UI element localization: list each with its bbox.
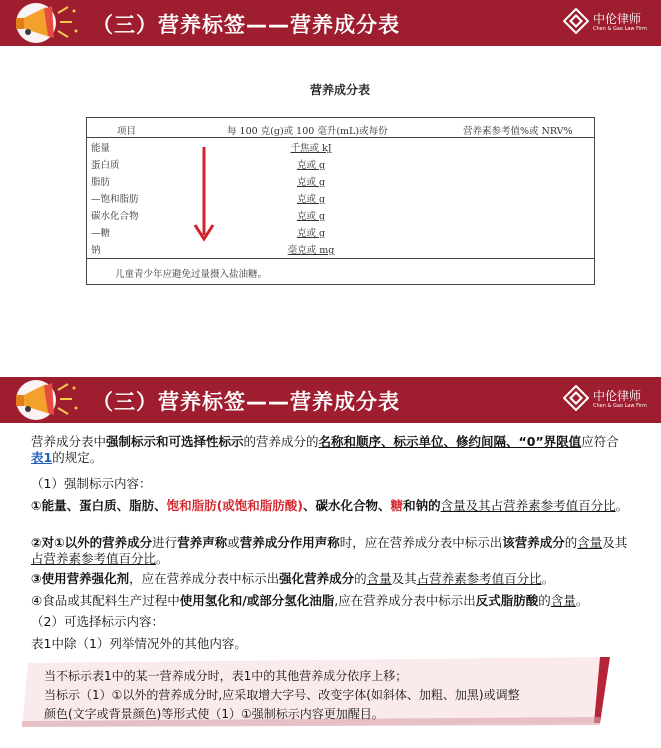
text-bold: ①能量、蛋白质、脂肪、 <box>31 498 167 513</box>
text-underline: 占营养素参考值百分比 <box>31 551 157 566</box>
text-bold: ③使用营养强化剂 <box>31 571 130 586</box>
item-1 <box>31 498 631 514</box>
header-banner <box>0 0 661 46</box>
brand-logo <box>563 385 651 415</box>
nutrition-table <box>86 117 595 285</box>
callout-line-2: 当标示（1）①以外的营养成分时,应采取增大字号、改变字体(如斜体、加粗、加黑)或调整 <box>44 688 520 702</box>
text-underline: 含量 <box>577 535 603 550</box>
text-span: 。 <box>575 593 589 608</box>
row-unit: 克或 g <box>296 160 326 171</box>
row-name: 碳水化合物 <box>91 211 139 222</box>
item-3 <box>31 571 631 587</box>
item-2 <box>31 535 631 567</box>
megaphone-icon <box>6 1 86 45</box>
banner-title: （三）营养标签——营养成分表 <box>92 13 400 37</box>
text-bold: 、碳水化合物、 <box>303 498 391 513</box>
table-row <box>91 174 591 190</box>
row-name: —饱和脂肪 <box>91 194 139 205</box>
row-unit: 千焦或 kJ <box>290 143 332 154</box>
row-name: 脂肪 <box>91 177 111 188</box>
text-bold: 和钠的 <box>403 498 441 513</box>
text-bold: 营养声称 <box>177 535 228 550</box>
text-span: ④食品或其配料生产过程中 <box>31 593 180 608</box>
item-4 <box>31 593 631 609</box>
table1-link[interactable]: 表1 <box>31 450 53 465</box>
text-underline: 含量 <box>550 593 576 608</box>
text-bold: 反式脂肪酸 <box>475 593 539 608</box>
text-bold: ②对①以外的营养成分 <box>31 535 153 550</box>
table-row <box>91 208 591 224</box>
table-row <box>91 242 591 258</box>
text-span: 的 <box>538 593 551 608</box>
diamond-logo-icon <box>563 8 589 34</box>
row-unit: 克或 g <box>296 211 326 222</box>
row-name: 钠 <box>91 245 101 256</box>
text-span: 的营养成分的 <box>243 434 319 449</box>
diamond-logo-icon <box>563 385 589 411</box>
heading-optional: （2）可选择标示内容： <box>31 614 164 629</box>
table-row <box>91 225 591 241</box>
down-arrow-icon <box>192 145 216 243</box>
callout-line-3: 颜色(文字或背景颜色)等形式使（1）①强制标示内容更加醒目。 <box>44 707 384 721</box>
text-span: 时，应在营养成分表中标示出 <box>339 535 503 550</box>
section-banner <box>0 377 661 423</box>
table-header <box>87 120 594 138</box>
text-span: 及其 <box>391 571 417 586</box>
row-name: 能量 <box>91 143 111 154</box>
note-callout <box>22 657 610 727</box>
text-span: ，应在营养成分表中标示出 <box>129 571 280 586</box>
text-bold: 营养成分作用声称 <box>239 535 340 550</box>
text-red: 饱和脂肪(或饱和脂肪酸) <box>166 498 304 513</box>
row-name: —糖 <box>91 228 111 239</box>
brand-name-en: Chen & Gao Law Firm <box>593 26 647 32</box>
text-bold-underline: 名称和顺序、标示单位、修约间隔、“0”界限值 <box>318 434 582 449</box>
header-item: 项目 <box>117 126 137 137</box>
text-span: 或 <box>227 535 240 550</box>
nutrition-table-title: 营养成分表 <box>309 83 370 97</box>
text-span: 的 <box>354 571 367 586</box>
banner-title: （三）营养标签——营养成分表 <box>92 390 400 414</box>
text-span: 应符合 <box>581 434 619 449</box>
text-span: ,应在营养成分表中标示出 <box>334 593 476 608</box>
text-span: 。 <box>156 551 169 566</box>
row-unit: 克或 g <box>296 177 326 188</box>
text-span: 。 <box>541 571 555 586</box>
header-nrv: 营养素参考值%或 NRV% <box>463 126 573 137</box>
brand-name-zh: 中伦律师 <box>593 12 642 26</box>
paragraph-intro <box>31 434 631 466</box>
text-span: 及其 <box>602 535 628 550</box>
text-bold: 使用氢化和/或部分氢化油脂 <box>179 593 335 608</box>
table-row <box>91 157 591 173</box>
text-span: 营养成分表中 <box>31 434 107 449</box>
header-per100: 每 100 克(g)或 100 毫升(mL)或每份 <box>227 126 388 137</box>
text-span: 的规定。 <box>52 450 103 465</box>
text-red: 糖 <box>390 498 404 513</box>
text-underline: 占营养素参考值百分比 <box>416 571 542 586</box>
text-bold: 强制标示和可选择性标示 <box>106 434 244 449</box>
megaphone-icon <box>6 378 86 422</box>
brand-name-zh: 中伦律师 <box>593 389 642 403</box>
text-bold: 该营养成分 <box>502 535 565 550</box>
table-footer-note: 儿童青少年应避免过量摄入盐油糖。 <box>87 258 594 280</box>
table-row <box>91 191 591 207</box>
brand-logo <box>563 8 651 38</box>
text-underline: 含量及其占营养素参考值百分比 <box>440 498 616 513</box>
text-span: 的 <box>564 535 578 550</box>
row-unit: 毫克或 mg <box>287 245 335 256</box>
row-name: 蛋白质 <box>91 160 120 171</box>
callout-line-1: 当不标示表1中的某一营养成分时，表1中的其他营养成分依序上移； <box>44 669 408 683</box>
heading-mandatory: （1）强制标示内容： <box>31 476 152 491</box>
text-span: 进行 <box>152 535 178 550</box>
row-unit: 克或 g <box>296 194 326 205</box>
table-row <box>91 140 591 156</box>
brand-name-en: Chen & Gao Law Firm <box>593 403 647 409</box>
row-unit: 克或 g <box>296 228 326 239</box>
text-underline: 含量 <box>366 571 392 586</box>
text-bold: 强化营养成分 <box>279 571 355 586</box>
optional-text: 表1中除（1）列举情况外的其他内容。 <box>31 636 247 651</box>
text-span: 。 <box>615 498 629 513</box>
